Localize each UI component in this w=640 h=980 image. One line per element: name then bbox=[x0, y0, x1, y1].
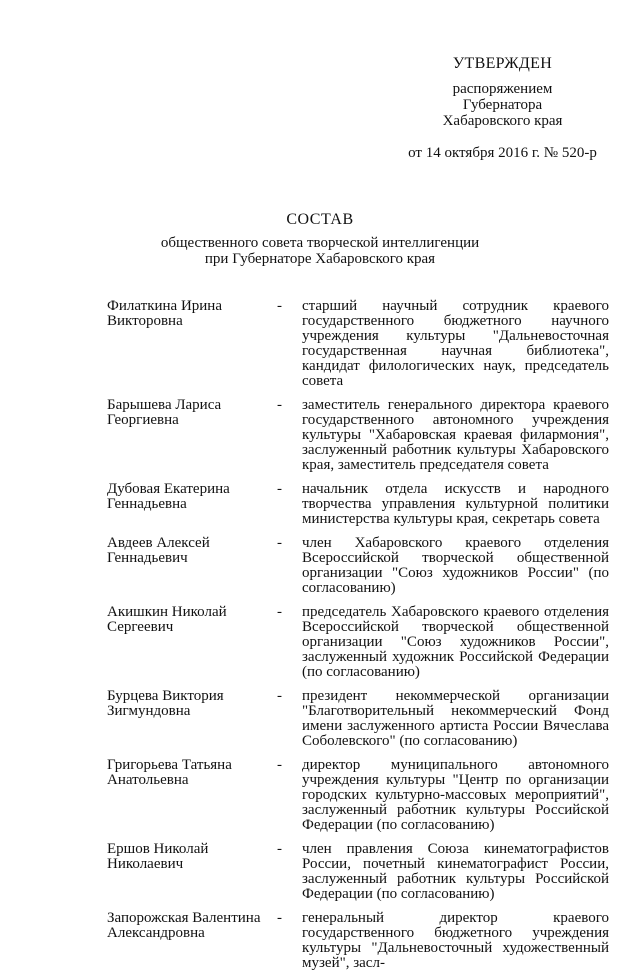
member-surname-name: Барышева Лариса bbox=[107, 397, 222, 413]
member-position: генеральный директор краевого государственного бюджетного учреждения культуры "Дальневосточный художественный музей", засл- bbox=[302, 910, 609, 971]
member-name bbox=[107, 911, 277, 971]
member-entry bbox=[107, 299, 612, 389]
member-dash: - bbox=[277, 688, 282, 704]
approval-block bbox=[400, 56, 605, 161]
member-name bbox=[107, 689, 277, 749]
member-dash: - bbox=[277, 298, 282, 314]
member-position: директор муниципального автономного учреждения культуры "Центр по организации городских культурно-массовых мероприятий", заслуженный работник культуры Российской Федерации (по согласованию) bbox=[302, 757, 609, 833]
heading-subtitle-2: при Губернаторе Хабаровского края bbox=[204, 251, 436, 267]
member-dash: - bbox=[277, 757, 282, 773]
member-position: старший научный сотрудник краевого государственного бюджетного научного учреждения культуры "Дальневосточная государственная научная библиотека", кандидат филологических наук, председатель совета bbox=[302, 298, 609, 389]
member-surname-name: Акишкин Николай bbox=[107, 604, 227, 620]
member-entry bbox=[107, 689, 612, 749]
member-name bbox=[107, 842, 277, 902]
heading-subtitle-1: общественного совета творческой интеллигенции bbox=[160, 235, 480, 251]
member-name bbox=[107, 536, 277, 596]
member-patronymic: Геннадьевна bbox=[107, 496, 187, 512]
approval-line-1: распоряжением bbox=[452, 81, 553, 97]
members-list bbox=[107, 299, 612, 980]
member-surname-name: Авдеев Алексей bbox=[107, 535, 210, 551]
member-position: заместитель генерального директора краевого государственного автономного учреждения культуры "Хабаровская краевая филармония", заслуженный работник культуры Хабаровского края, заместитель председателя совета bbox=[302, 397, 609, 473]
member-patronymic: Викторовна bbox=[107, 313, 183, 329]
member-patronymic: Николаевич bbox=[107, 856, 184, 872]
member-surname-name: Запорожская Валентина bbox=[107, 910, 261, 926]
member-entry bbox=[107, 911, 612, 971]
member-position: член правления Союза кинематографистов России, почетный кинематографист России, заслуженный работник культуры Российской Федерации (по согласованию) bbox=[302, 841, 609, 902]
member-patronymic: Георгиевна bbox=[107, 412, 179, 428]
member-name bbox=[107, 482, 277, 527]
heading-title: СОСТАВ bbox=[286, 211, 354, 228]
member-position: начальник отдела искусств и народного творчества управления культурной политики министерства культуры края, секретарь совета bbox=[302, 481, 609, 527]
member-surname-name: Дубовая Екатерина bbox=[107, 481, 230, 497]
member-name bbox=[107, 299, 277, 389]
member-name bbox=[107, 398, 277, 473]
member-dash: - bbox=[277, 481, 282, 497]
document-heading bbox=[0, 211, 640, 267]
member-surname-name: Филаткина Ирина bbox=[107, 298, 222, 314]
member-patronymic: Александровна bbox=[107, 925, 205, 941]
member-position: президент некоммерческой организации "Благотворительный некоммерческий Фонд имени заслуженного артиста России Вячеслава Соболевского" (по согласованию) bbox=[302, 688, 609, 749]
member-dash: - bbox=[277, 604, 282, 620]
approval-title: УТВЕРЖДЕН bbox=[452, 55, 553, 72]
member-name bbox=[107, 605, 277, 680]
member-entry bbox=[107, 536, 612, 596]
approval-line-2: Губернатора bbox=[462, 97, 543, 113]
member-entry bbox=[107, 398, 612, 473]
approval-date: от 14 октября 2016 г. № 520-р bbox=[408, 145, 597, 161]
member-surname-name: Григорьева Татьяна bbox=[107, 757, 232, 773]
member-position: председатель Хабаровского краевого отделения Всероссийской творческой общественной организации "Союз художников России", заслуженный художник Российской Федерации (по согласованию) bbox=[302, 604, 609, 680]
member-position: член Хабаровского краевого отделения Всероссийской творческой общественной организации "Союз художников России" (по согласованию) bbox=[302, 535, 609, 596]
member-entry bbox=[107, 605, 612, 680]
member-patronymic: Анатольевна bbox=[107, 772, 189, 788]
member-entry bbox=[107, 842, 612, 902]
member-dash: - bbox=[277, 910, 282, 926]
member-entry bbox=[107, 758, 612, 833]
member-dash: - bbox=[277, 397, 282, 413]
member-patronymic: Сергеевич bbox=[107, 619, 174, 635]
member-patronymic: Зигмундовна bbox=[107, 703, 191, 719]
member-surname-name: Ершов Николай bbox=[107, 841, 209, 857]
member-dash: - bbox=[277, 841, 282, 857]
member-surname-name: Бурцева Виктория bbox=[107, 688, 224, 704]
member-name bbox=[107, 758, 277, 833]
member-dash: - bbox=[277, 535, 282, 551]
member-patronymic: Геннадьевич bbox=[107, 550, 188, 566]
approval-line-3: Хабаровского края bbox=[442, 113, 563, 129]
member-entry bbox=[107, 482, 612, 527]
